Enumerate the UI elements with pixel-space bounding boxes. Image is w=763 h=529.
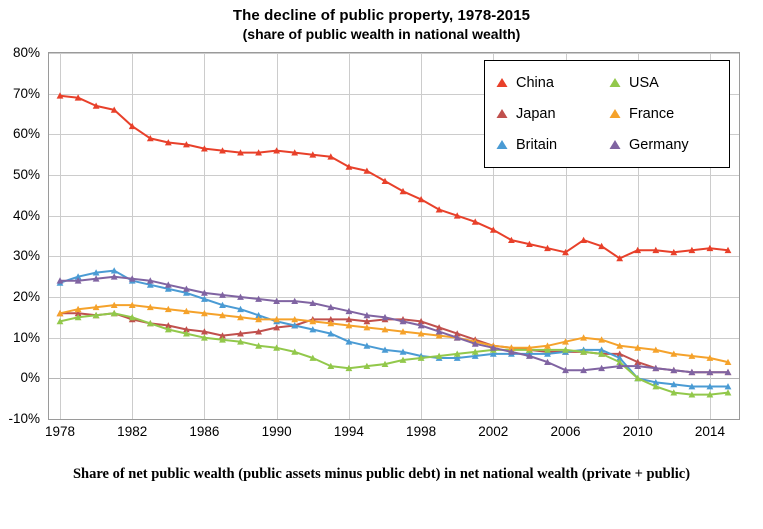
legend-item-usa[interactable]	[608, 67, 721, 98]
x-axis-labels	[44, 424, 740, 444]
chart-title-block	[0, 6, 763, 43]
legend-triangle-icon	[608, 107, 622, 121]
y-axis-tick-label: 80%	[12, 45, 40, 60]
x-axis-tick-label: 1994	[333, 424, 364, 439]
legend-label: Britain	[516, 137, 558, 154]
legend-item-britain[interactable]	[495, 130, 608, 161]
chart-caption: Share of net public wealth (public assets minus public debt) in net national wealth (private + public)	[72, 466, 691, 482]
y-axis-tick-label: -10%	[8, 411, 40, 426]
legend-triangle-icon	[608, 76, 622, 90]
y-axis-tick-label: 70%	[12, 85, 40, 101]
y-axis-tick-label: 50%	[12, 167, 40, 182]
x-axis-tick-label: 2002	[478, 424, 509, 439]
x-axis-tick-label: 1998	[406, 424, 437, 439]
legend-triangle-icon	[495, 138, 509, 152]
x-axis-tick-label: 1986	[189, 424, 220, 439]
series-usa	[57, 310, 732, 398]
legend-item-china[interactable]	[495, 67, 608, 98]
x-axis-tick-label: 2014	[694, 424, 725, 439]
legend-item-france[interactable]	[608, 98, 721, 129]
chart-subtitle: (share of public wealth in national wealth)	[242, 26, 521, 42]
legend-label: Germany	[629, 137, 689, 154]
legend-triangle-icon	[495, 76, 509, 90]
x-axis-tick-label: 1978	[44, 424, 76, 439]
y-axis-tick-label: 60%	[12, 126, 40, 142]
chart-title: The decline of public property, 1978-2015	[232, 7, 531, 24]
legend-triangle-icon	[495, 107, 509, 121]
series-line	[60, 313, 728, 372]
series-line	[60, 305, 728, 362]
legend-triangle-icon	[608, 138, 622, 152]
data-point-marker	[580, 237, 587, 243]
x-axis-tick-label: 2006	[550, 424, 581, 439]
y-axis-tick-label: 0%	[20, 370, 40, 386]
series-france	[57, 302, 732, 365]
x-axis-tick-label: 1990	[261, 424, 292, 439]
y-axis-labels	[0, 45, 44, 426]
x-axis-tick-label: 1982	[117, 424, 148, 439]
legend-label: France	[629, 105, 675, 122]
y-axis-tick-label: 40%	[12, 207, 40, 223]
legend-item-japan[interactable]	[495, 98, 608, 129]
legend-label: Japan	[516, 105, 556, 122]
legend-label: USA	[629, 74, 659, 91]
legend-label: China	[516, 74, 554, 91]
chart-legend	[484, 60, 730, 168]
x-axis-tick-label: 2010	[622, 424, 653, 439]
y-axis-tick-label: 30%	[12, 248, 40, 264]
y-axis-tick-label: 20%	[12, 289, 40, 304]
legend-item-germany[interactable]	[608, 130, 721, 161]
y-axis-tick-label: 10%	[12, 329, 40, 345]
